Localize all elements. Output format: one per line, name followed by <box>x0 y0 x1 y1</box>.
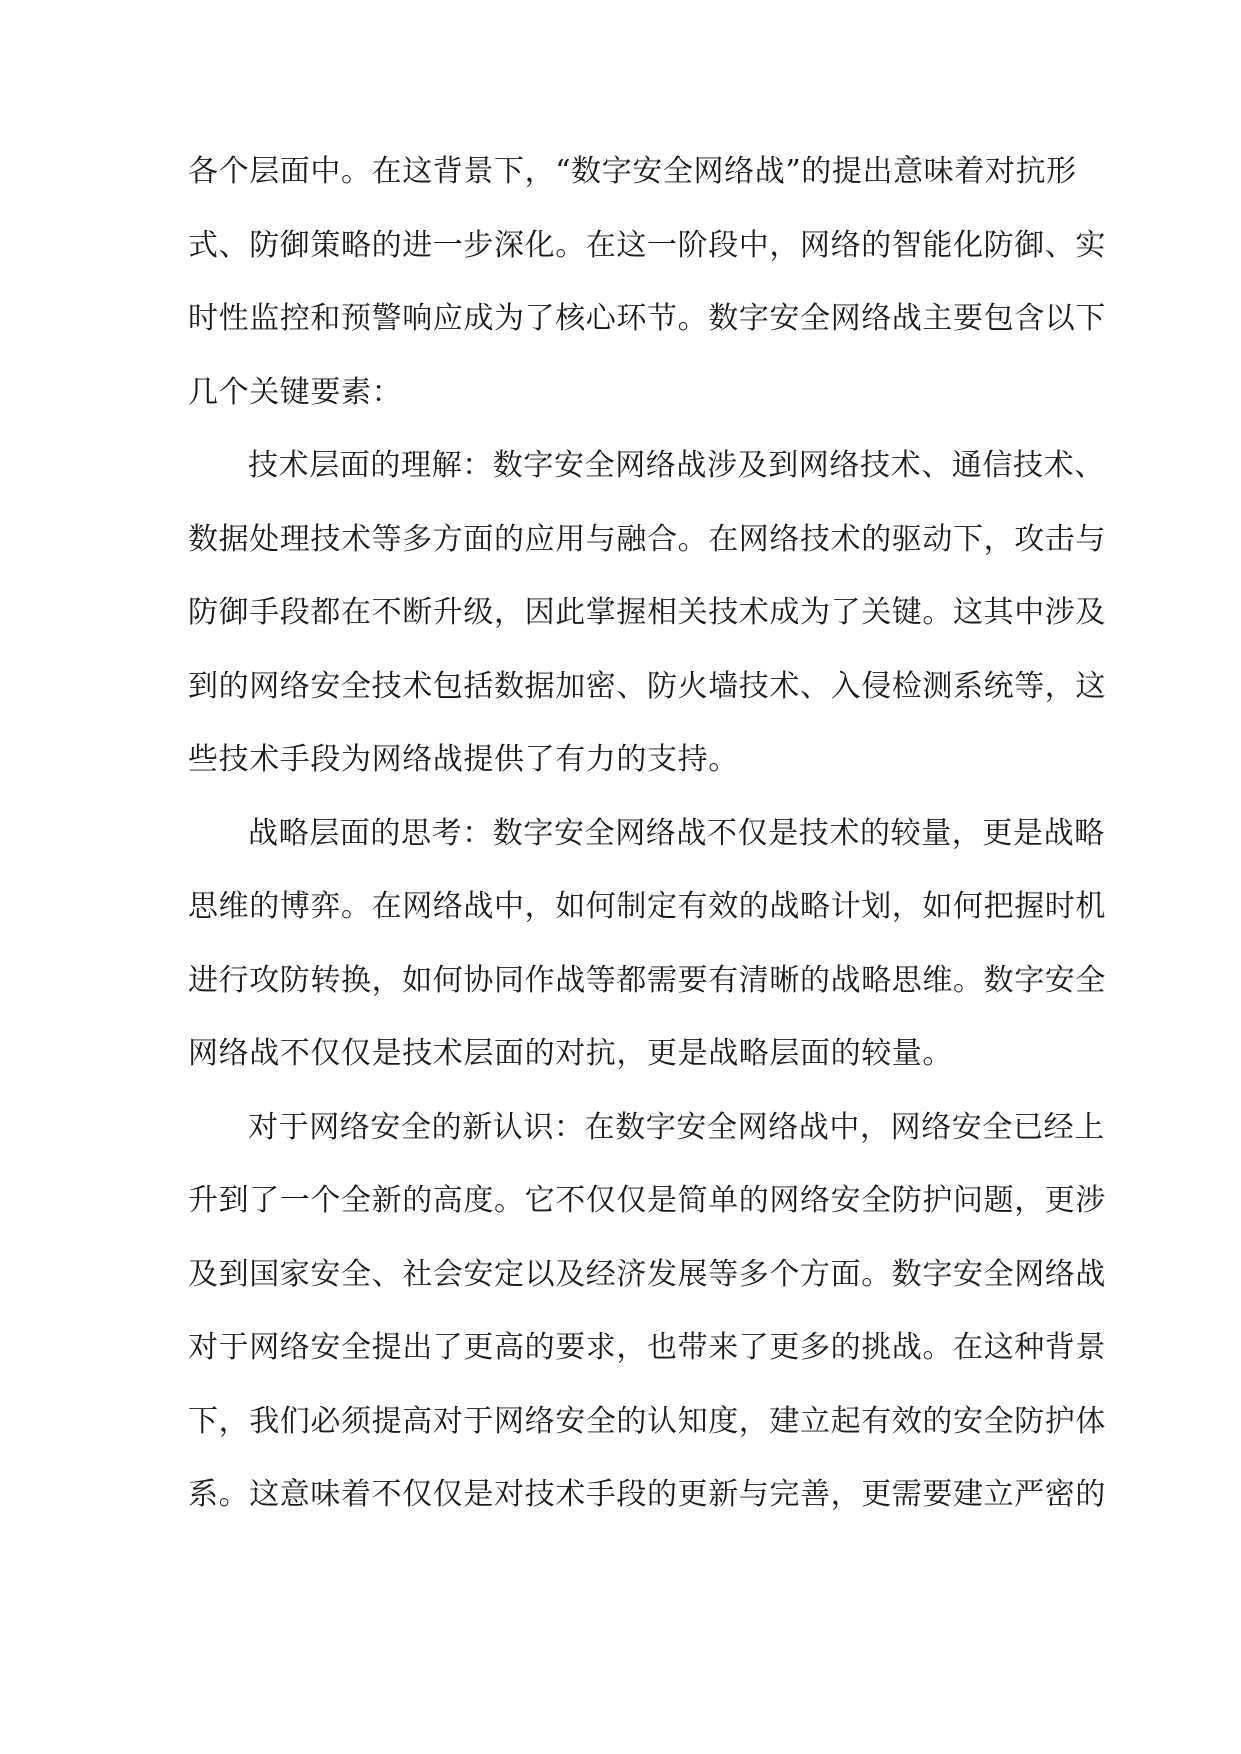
text-line: 到的网络安全技术包括数据加密、防火墙技术、入侵检测系统等，这 <box>188 668 1106 704</box>
text-line: 系。这意味着不仅仅是对技术手段的更新与完善，更需要建立严密的 <box>188 1477 1106 1512</box>
text-line: 网络战不仅仅是技术层面的对抗，更是战略层面的较量。 <box>188 1036 953 1071</box>
text-line: 下，我们必须提高对于网络安全的认知度，建立起有效的安全防护体 <box>188 1403 1106 1439</box>
text-line: 各个层面中。在这背景下，“数字安全网络战”的提出意味着对抗形 <box>188 154 1077 189</box>
text-line: 升到了一个全新的高度。它不仅仅是简单的网络安全防护问题，更涉 <box>188 1183 1106 1218</box>
text-line: 对于网络安全的新认识：在数字安全网络战中，网络安全已经上 <box>248 1109 1105 1145</box>
text-line: 几个关键要素： <box>188 374 403 410</box>
text-line: 式、防御策略的进一步深化。在这一阶段中，网络的智能化防御、实 <box>188 227 1106 263</box>
text-line: 进行攻防转换，如何协同作战等都需要有清晰的战略思维。数字安全 <box>188 962 1106 998</box>
text-line: 些技术手段为网络战提供了有力的支持。 <box>188 742 739 777</box>
text-line: 战略层面的思考：数字安全网络战不仅是技术的较量，更是战略 <box>248 815 1105 851</box>
text-line: 时性监控和预警响应成为了核心环节。数字安全网络战主要包含以下 <box>188 301 1106 336</box>
text-line: 对于网络安全提出了更高的要求，也带来了更多的挑战。在这种背景 <box>188 1330 1106 1365</box>
text-line: 数据处理技术等多方面的应用与融合。在网络技术的驱动下，攻击与 <box>188 521 1106 557</box>
text-line: 防御手段都在不断升级，因此掌握相关技术成为了关键。这其中涉及 <box>188 595 1106 630</box>
text-line: 技术层面的理解：数字安全网络战涉及到网络技术、通信技术、 <box>248 448 1105 483</box>
text-line: 思维的博弈。在网络战中，如何制定有效的战略计划，如何把握时机 <box>188 889 1106 924</box>
text-line: 及到国家安全、社会安定以及经济发展等多个方面。数字安全网络战 <box>188 1256 1106 1292</box>
body-text <box>188 142 1106 1539</box>
